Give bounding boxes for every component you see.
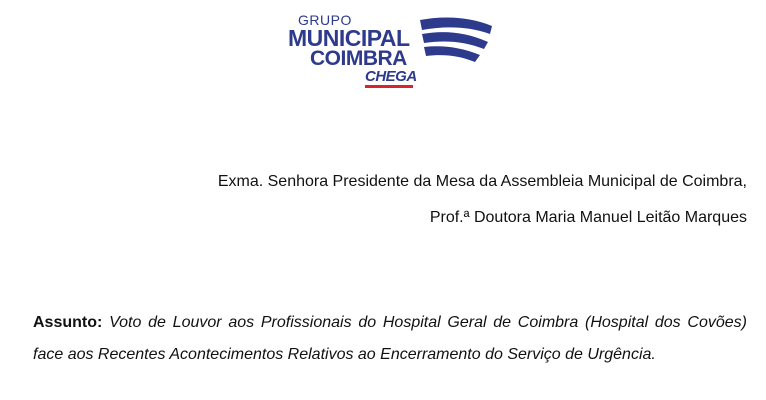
subject-label: Assunto: bbox=[33, 314, 103, 331]
subject-paragraph bbox=[33, 307, 747, 371]
subject-text: Voto de Louvor aos Profissionais do Hospital Geral de Coimbra (Hospital dos Covões) face aos Recentes Acontecimentos Relativos ao Encerramento do Serviço de Urgência. bbox=[33, 314, 748, 363]
logo-text-municipal: MUNICIPAL bbox=[288, 25, 410, 51]
recipient-line-1: Exma. Senhora Presidente da Mesa da Assembleia Municipal de Coimbra, bbox=[217, 173, 747, 190]
logo-text-grupo: GRUPO bbox=[298, 12, 352, 28]
logo-swoosh-icon bbox=[418, 14, 494, 66]
logo-text-coimbra: COIMBRA bbox=[310, 47, 407, 70]
logo-text-chega: CHEGA bbox=[365, 68, 417, 85]
logo-red-underline bbox=[365, 85, 413, 88]
group-logo bbox=[288, 10, 494, 92]
recipient-line-2: Prof.ª Doutora Maria Manuel Leitão Marques bbox=[429, 209, 747, 226]
